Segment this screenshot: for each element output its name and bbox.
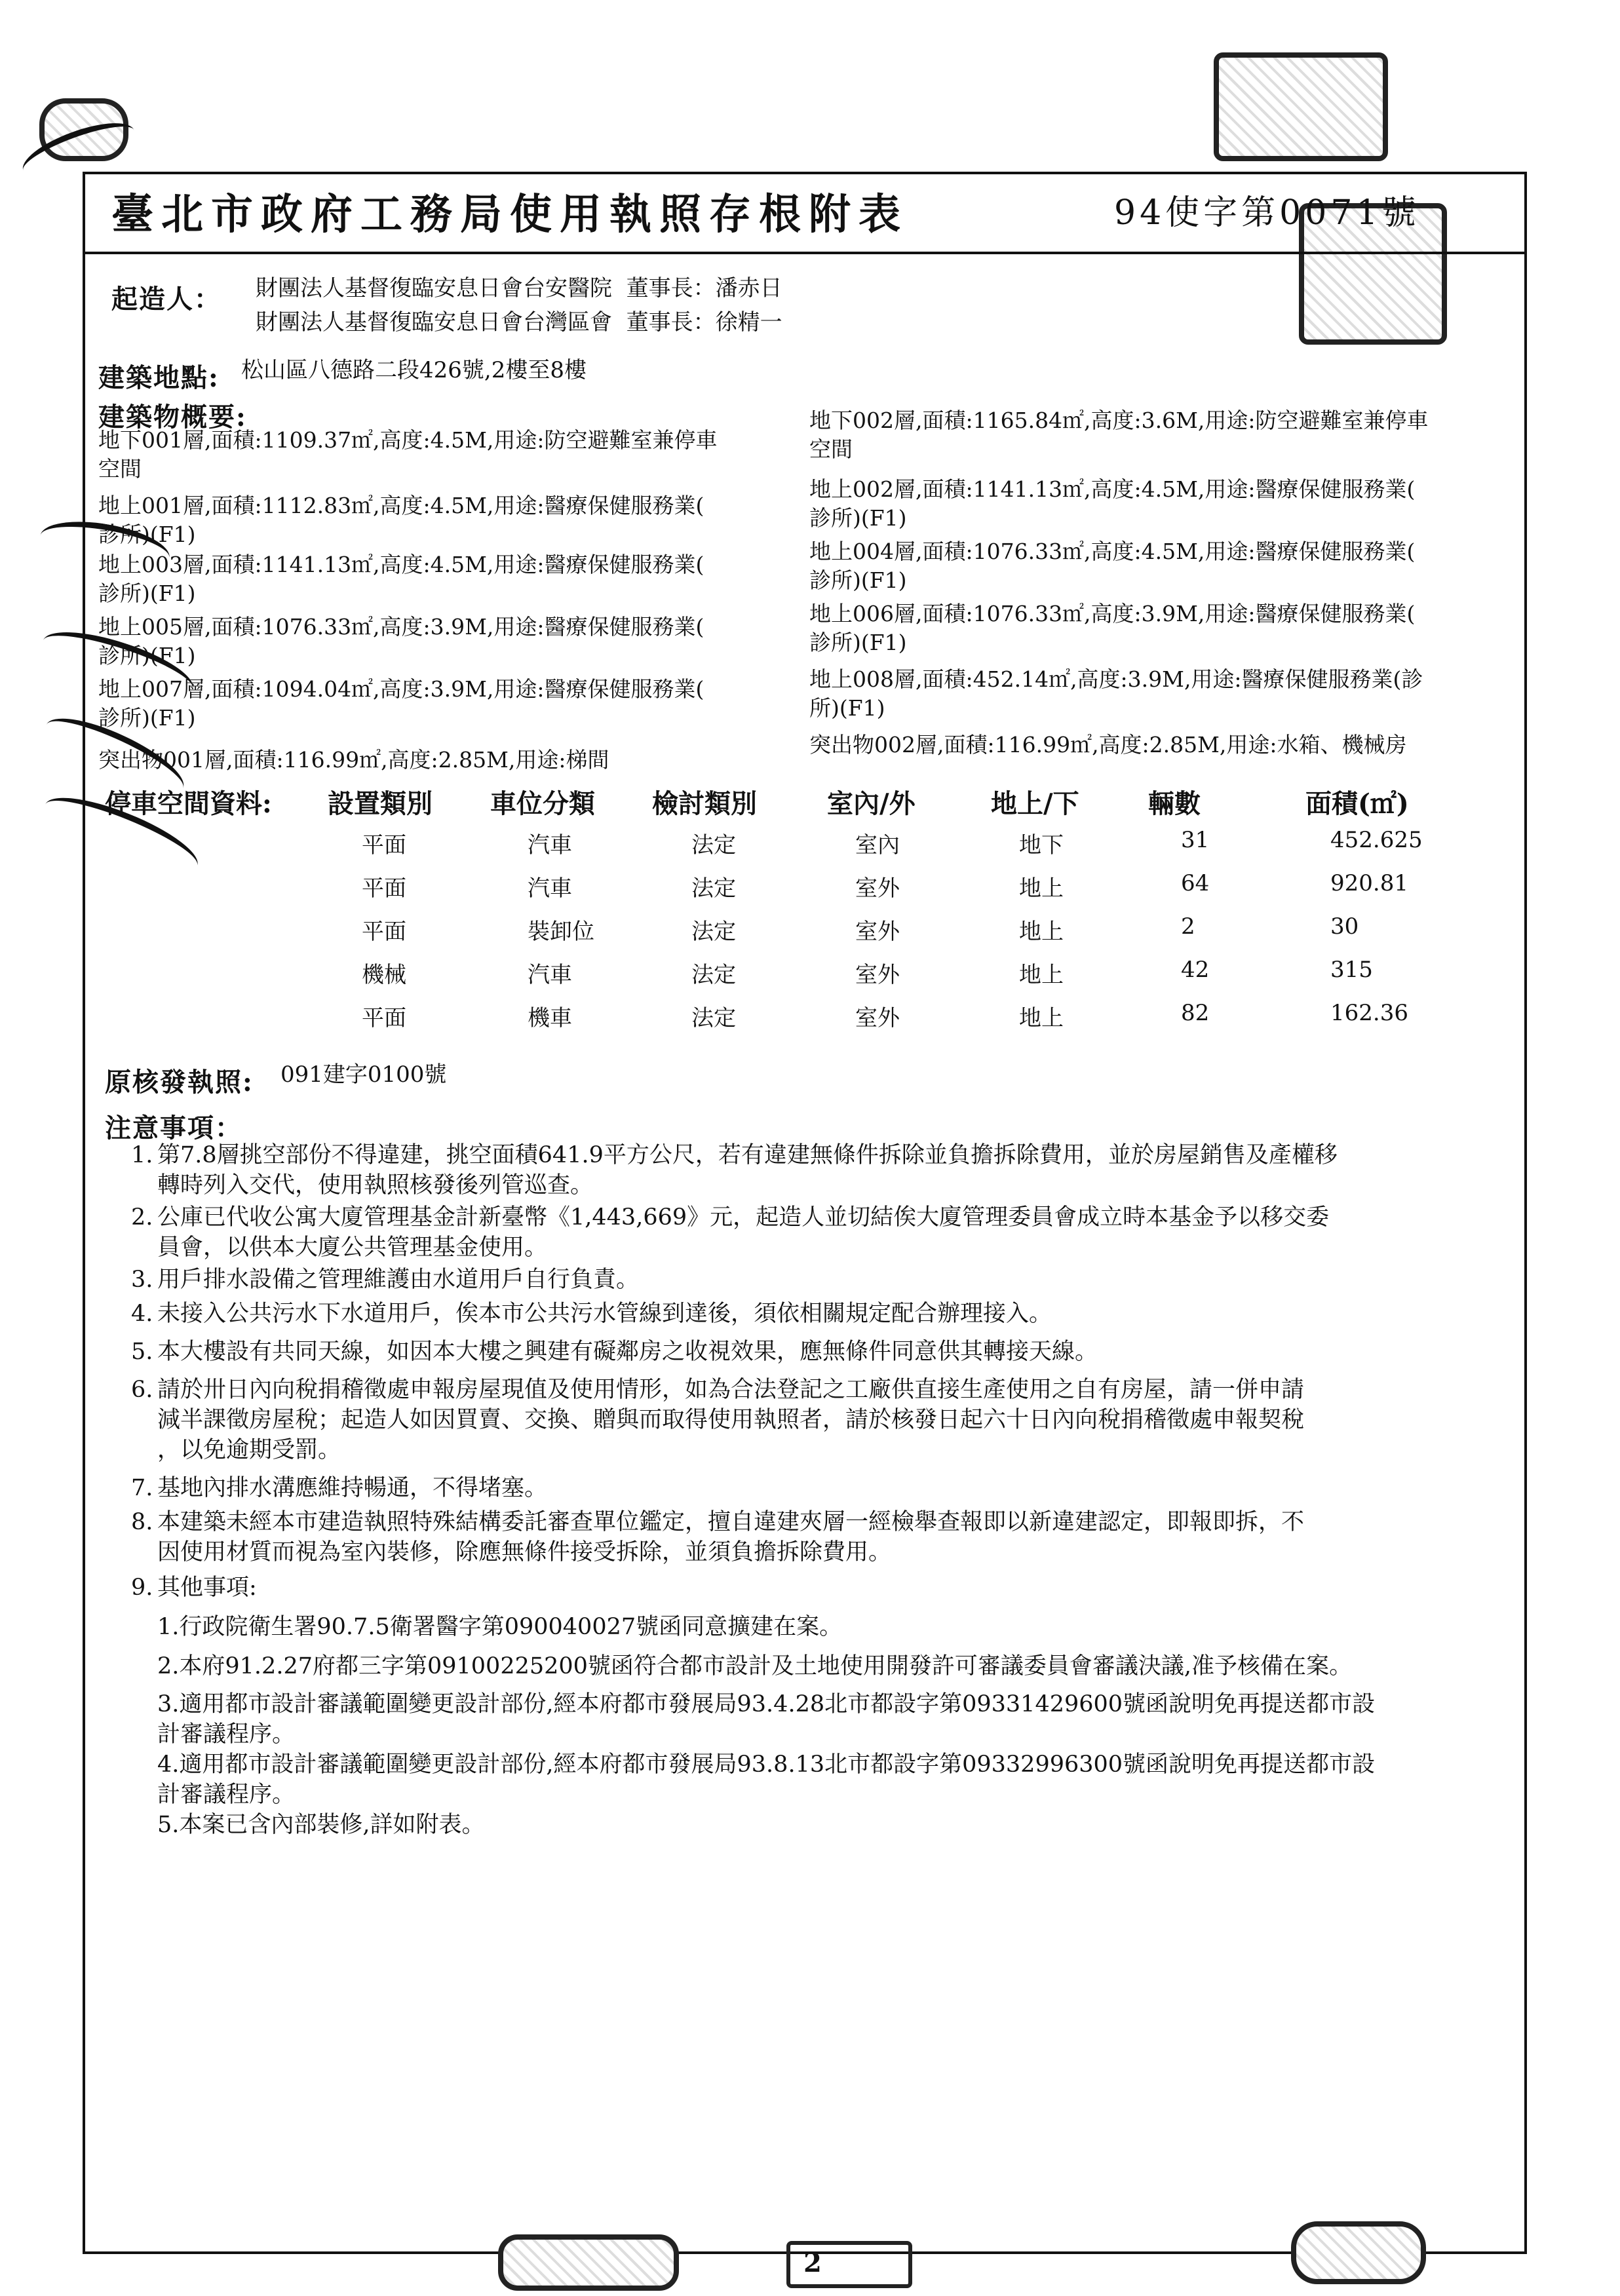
parking-cell: 法定 xyxy=(691,875,736,902)
sub-note-3-line-1: 3.適用都市設計審議範圍變更設計部份,經本府都市發展局93.4.28北市都設字第09331429600號函說明免再提送都市設 xyxy=(157,1691,1376,1717)
floor-4f-line-2: 診所)(F1) xyxy=(809,567,907,593)
note-number: 2. xyxy=(131,1204,153,1231)
overview-label: 建築物概要: xyxy=(98,402,247,432)
site-label: 建築地點: xyxy=(98,362,220,393)
note-3 xyxy=(131,1265,1514,1295)
note-8-line-1: 本建築未經本市建造執照特殊結構委託審查單位鑑定，擅自違建夾層一經檢舉查報即以新違建認定，即報即拆，不 xyxy=(157,1509,1305,1535)
floor-5f-line-1: 地上005層,面積:1076.33㎡,高度:3.9M,用途:醫療保健服務業( xyxy=(98,614,704,640)
note-5 xyxy=(131,1337,1514,1367)
parking-cell: 平面 xyxy=(362,832,406,858)
parking-header-review: 檢討類別 xyxy=(652,788,757,819)
note-4 xyxy=(131,1299,1514,1329)
parking-cell: 82 xyxy=(1181,1000,1210,1026)
note-2 xyxy=(131,1202,1514,1263)
floor-1f-line-2: 診所)(F1) xyxy=(98,522,196,547)
floor-5f xyxy=(98,613,806,670)
parking-cell: 法定 xyxy=(691,919,736,945)
parking-cell: 地上 xyxy=(1019,919,1064,945)
sub-note-1 xyxy=(157,1612,1514,1642)
note-6-line-1: 請於卅日內向稅捐稽徵處申報房屋現值及使用情形，如為合法登記之工廠供直接生產使用之自有房屋，請一併申請 xyxy=(157,1377,1305,1403)
parking-cell: 地下 xyxy=(1019,832,1064,858)
floor-3f xyxy=(98,550,806,608)
parking-cell: 汽車 xyxy=(528,832,572,858)
floor-7f-line-2: 診所)(F1) xyxy=(98,705,196,731)
floor-6f-line-2: 診所)(F1) xyxy=(809,630,907,655)
note-6-line-3: ，以免逾期受罰。 xyxy=(157,1437,341,1463)
sub-note-2 xyxy=(157,1651,1514,1681)
floor-8f-line-2: 所)(F1) xyxy=(809,695,885,721)
note-number: 7. xyxy=(131,1475,153,1501)
note-7-line-1: 基地內排水溝應維持暢通，不得堵塞。 xyxy=(157,1475,548,1501)
original-license-label: 原核發執照: xyxy=(105,1067,254,1098)
parking-cell: 地上 xyxy=(1019,1005,1064,1031)
applicant-label: 起造人： xyxy=(111,284,222,315)
site-value: 松山區八德路二段426號,2樓至8樓 xyxy=(241,357,587,383)
parking-cell: 地上 xyxy=(1019,875,1064,902)
footer-stamp-text: 2 xyxy=(803,2248,822,2278)
applicant-line-2: 財團法人基督復臨安息日會台灣區會 董事長：徐精一 xyxy=(256,309,782,335)
note-number: 6. xyxy=(131,1377,153,1403)
floor-7f-line-1: 地上007層,面積:1094.04㎡,高度:3.9M,用途:醫療保健服務業( xyxy=(98,676,704,702)
parking-cell: 室外 xyxy=(855,875,900,902)
floor-b1-line-1: 地下001層,面積:1109.37㎡,高度:4.5M,用途:防空避難室兼停車 xyxy=(98,427,718,453)
floor-1f-line-1: 地上001層,面積:1112.83㎡,高度:4.5M,用途:醫療保健服務業( xyxy=(98,493,704,518)
document-title: 臺北市政府工務局使用執照存根附表 xyxy=(111,190,908,239)
note-4-line-1: 未接入公共污水下水道用戶，俟本市公共污水管線到達後，須依相關規定配合辦理接入。 xyxy=(157,1301,1052,1327)
sub-note-2-line-1: 2.本府91.2.27府都三字第09100225200號函符合都市設計及土地使用開發許可審議委員會審議決議,准予核備在案。 xyxy=(157,1653,1353,1679)
parking-cell: 室外 xyxy=(855,919,900,945)
parking-cell: 地上 xyxy=(1019,962,1064,988)
rooftop-2-line-1: 突出物002層,面積:116.99㎡,高度:2.85M,用途:水箱、機械房 xyxy=(809,732,1407,757)
note-1-line-2: 轉時列入交代，使用執照核發後列管巡查。 xyxy=(157,1172,594,1198)
floor-b2-line-2: 空間 xyxy=(809,436,853,462)
sub-note-1-line-1: 1.行政院衛生署90.7.5衛署醫字第090040027號函同意擴建在案。 xyxy=(157,1614,843,1640)
parking-cell: 162.36 xyxy=(1330,1000,1408,1026)
note-number: 9. xyxy=(131,1575,153,1601)
header-divider xyxy=(83,252,1524,254)
parking-header-class: 車位分類 xyxy=(490,788,595,819)
floor-3f-line-2: 診所)(F1) xyxy=(98,581,196,606)
floor-4f-line-1: 地上004層,面積:1076.33㎡,高度:4.5M,用途:醫療保健服務業( xyxy=(809,539,1416,564)
note-8 xyxy=(131,1507,1514,1567)
note-2-line-2: 員會，以供本大廈公共管理基金使用。 xyxy=(157,1234,548,1261)
parking-cell: 平面 xyxy=(362,1005,406,1031)
parking-header-level: 地上/下 xyxy=(991,788,1079,819)
floor-6f-line-1: 地上006層,面積:1076.33㎡,高度:3.9M,用途:醫療保健服務業( xyxy=(809,601,1416,626)
parking-header-area: 面積(㎡) xyxy=(1305,788,1409,819)
parking-cell: 機械 xyxy=(362,962,406,988)
floor-2f-line-2: 診所)(F1) xyxy=(809,505,907,531)
note-7 xyxy=(131,1473,1514,1503)
parking-header-count: 輛數 xyxy=(1148,788,1201,819)
parking-cell: 汽車 xyxy=(528,875,572,902)
parking-cell: 室外 xyxy=(855,962,900,988)
note-8-line-2: 因使用材質而視為室內裝修，除應無條件接受拆除，並須負擔拆除費用。 xyxy=(157,1539,892,1565)
sub-note-3-line-2: 計審議程序。 xyxy=(157,1721,296,1748)
floor-8f-line-1: 地上008層,面積:452.14㎡,高度:3.9M,用途:醫療保健服務業(診 xyxy=(809,666,1423,692)
note-5-line-1: 本大樓設有共同天線，如因本大樓之興建有礙鄰房之收視效果，應無條件同意供其轉接天線。 xyxy=(157,1339,1098,1365)
original-license-value: 091建字0100號 xyxy=(280,1062,447,1088)
parking-cell: 室內 xyxy=(855,832,900,858)
floor-1f xyxy=(98,491,806,549)
floor-b2-line-1: 地下002層,面積:1165.84㎡,高度:3.6M,用途:防空避難室兼停車 xyxy=(809,408,1429,433)
parking-cell: 315 xyxy=(1330,957,1373,983)
floor-b1 xyxy=(98,426,806,484)
note-number: 1. xyxy=(131,1142,153,1168)
floor-4f xyxy=(809,537,1517,595)
parking-header-indoor: 室內/外 xyxy=(827,788,916,819)
floor-8f xyxy=(809,665,1517,723)
applicant-line-1: 財團法人基督復臨安息日會台安醫院 董事長：潘赤日 xyxy=(256,275,782,301)
note-3-line-1: 用戶排水設備之管理維護由水道用戶自行負責。 xyxy=(157,1267,640,1293)
rooftop-1-line-1: 突出物001層,面積:116.99㎡,高度:2.85M,用途:梯間 xyxy=(98,747,609,773)
sub-note-5 xyxy=(157,1810,1514,1840)
note-9 xyxy=(131,1573,1514,1603)
floor-3f-line-1: 地上003層,面積:1141.13㎡,高度:4.5M,用途:醫療保健服務業( xyxy=(98,552,704,577)
permit-number: 94使字第0071號 xyxy=(1114,193,1420,233)
parking-header-type: 設置類別 xyxy=(328,788,433,819)
sub-note-4 xyxy=(157,1750,1514,1810)
note-number: 5. xyxy=(131,1339,153,1365)
floor-b2 xyxy=(809,406,1517,464)
note-1-line-1: 第7.8層挑空部份不得違建，挑空面積641.9平方公尺，若有違建無條件拆除並負擔拆除費用，並於房屋銷售及產權移 xyxy=(157,1142,1338,1168)
parking-cell: 920.81 xyxy=(1330,870,1408,896)
sub-note-3 xyxy=(157,1689,1514,1750)
note-9-line-1: 其他事項: xyxy=(157,1575,257,1601)
parking-cell: 機車 xyxy=(528,1005,572,1031)
note-2-line-1: 公庫已代收公寓大廈管理基金計新臺幣《1,443,669》元，起造人並切結俟大廈管理委員會成立時本基金予以移交委 xyxy=(157,1204,1330,1231)
note-number: 8. xyxy=(131,1509,153,1535)
sub-note-4-line-1: 4.適用都市設計審議範圍變更設計部份,經本府都市發展局93.8.13北市都設字第09332996300號函說明免再提送都市設 xyxy=(157,1751,1376,1778)
parking-cell: 2 xyxy=(1181,913,1195,940)
parking-label: 停車空間資料: xyxy=(105,788,272,819)
floor-5f-line-2: 診所)(F1) xyxy=(98,643,196,668)
floor-6f xyxy=(809,600,1517,657)
notes-label: 注意事項： xyxy=(105,1113,242,1143)
floor-2f-line-1: 地上002層,面積:1141.13㎡,高度:4.5M,用途:醫療保健服務業( xyxy=(809,476,1416,502)
sub-note-5-line-1: 5.本案已含內部裝修,詳如附表。 xyxy=(157,1812,485,1838)
parking-cell: 平面 xyxy=(362,919,406,945)
parking-cell: 42 xyxy=(1181,957,1210,983)
official-seal-top-right xyxy=(1214,52,1388,161)
parking-cell: 法定 xyxy=(691,962,736,988)
floor-b1-line-2: 空間 xyxy=(98,456,142,482)
parking-cell: 裝卸位 xyxy=(528,919,594,945)
note-number: 4. xyxy=(131,1301,153,1327)
parking-cell: 法定 xyxy=(691,1005,736,1031)
note-6 xyxy=(131,1375,1514,1465)
parking-cell: 31 xyxy=(1181,827,1210,853)
footer-stamp-left xyxy=(498,2234,679,2291)
footer-stamp-center xyxy=(786,2241,912,2288)
note-number: 3. xyxy=(131,1267,153,1293)
rooftop-2 xyxy=(809,731,1517,759)
parking-cell: 平面 xyxy=(362,875,406,902)
parking-cell: 64 xyxy=(1181,870,1210,896)
parking-cell: 法定 xyxy=(691,832,736,858)
note-6-line-2: 減半課徵房屋稅；起造人如因買賣、交換、贈與而取得使用執照者，請於核發日起六十日內向稅捐稽徵處申報契稅 xyxy=(157,1407,1305,1433)
note-1 xyxy=(131,1140,1514,1200)
floor-2f xyxy=(809,475,1517,533)
parking-cell: 452.625 xyxy=(1330,827,1423,853)
parking-cell: 室外 xyxy=(855,1005,900,1031)
parking-cell: 汽車 xyxy=(528,962,572,988)
rooftop-1 xyxy=(98,746,806,775)
parking-cell: 30 xyxy=(1330,913,1359,940)
sub-note-4-line-2: 計審議程序。 xyxy=(157,1782,296,1808)
floor-7f xyxy=(98,675,806,733)
footer-stamp-right xyxy=(1291,2221,1426,2284)
